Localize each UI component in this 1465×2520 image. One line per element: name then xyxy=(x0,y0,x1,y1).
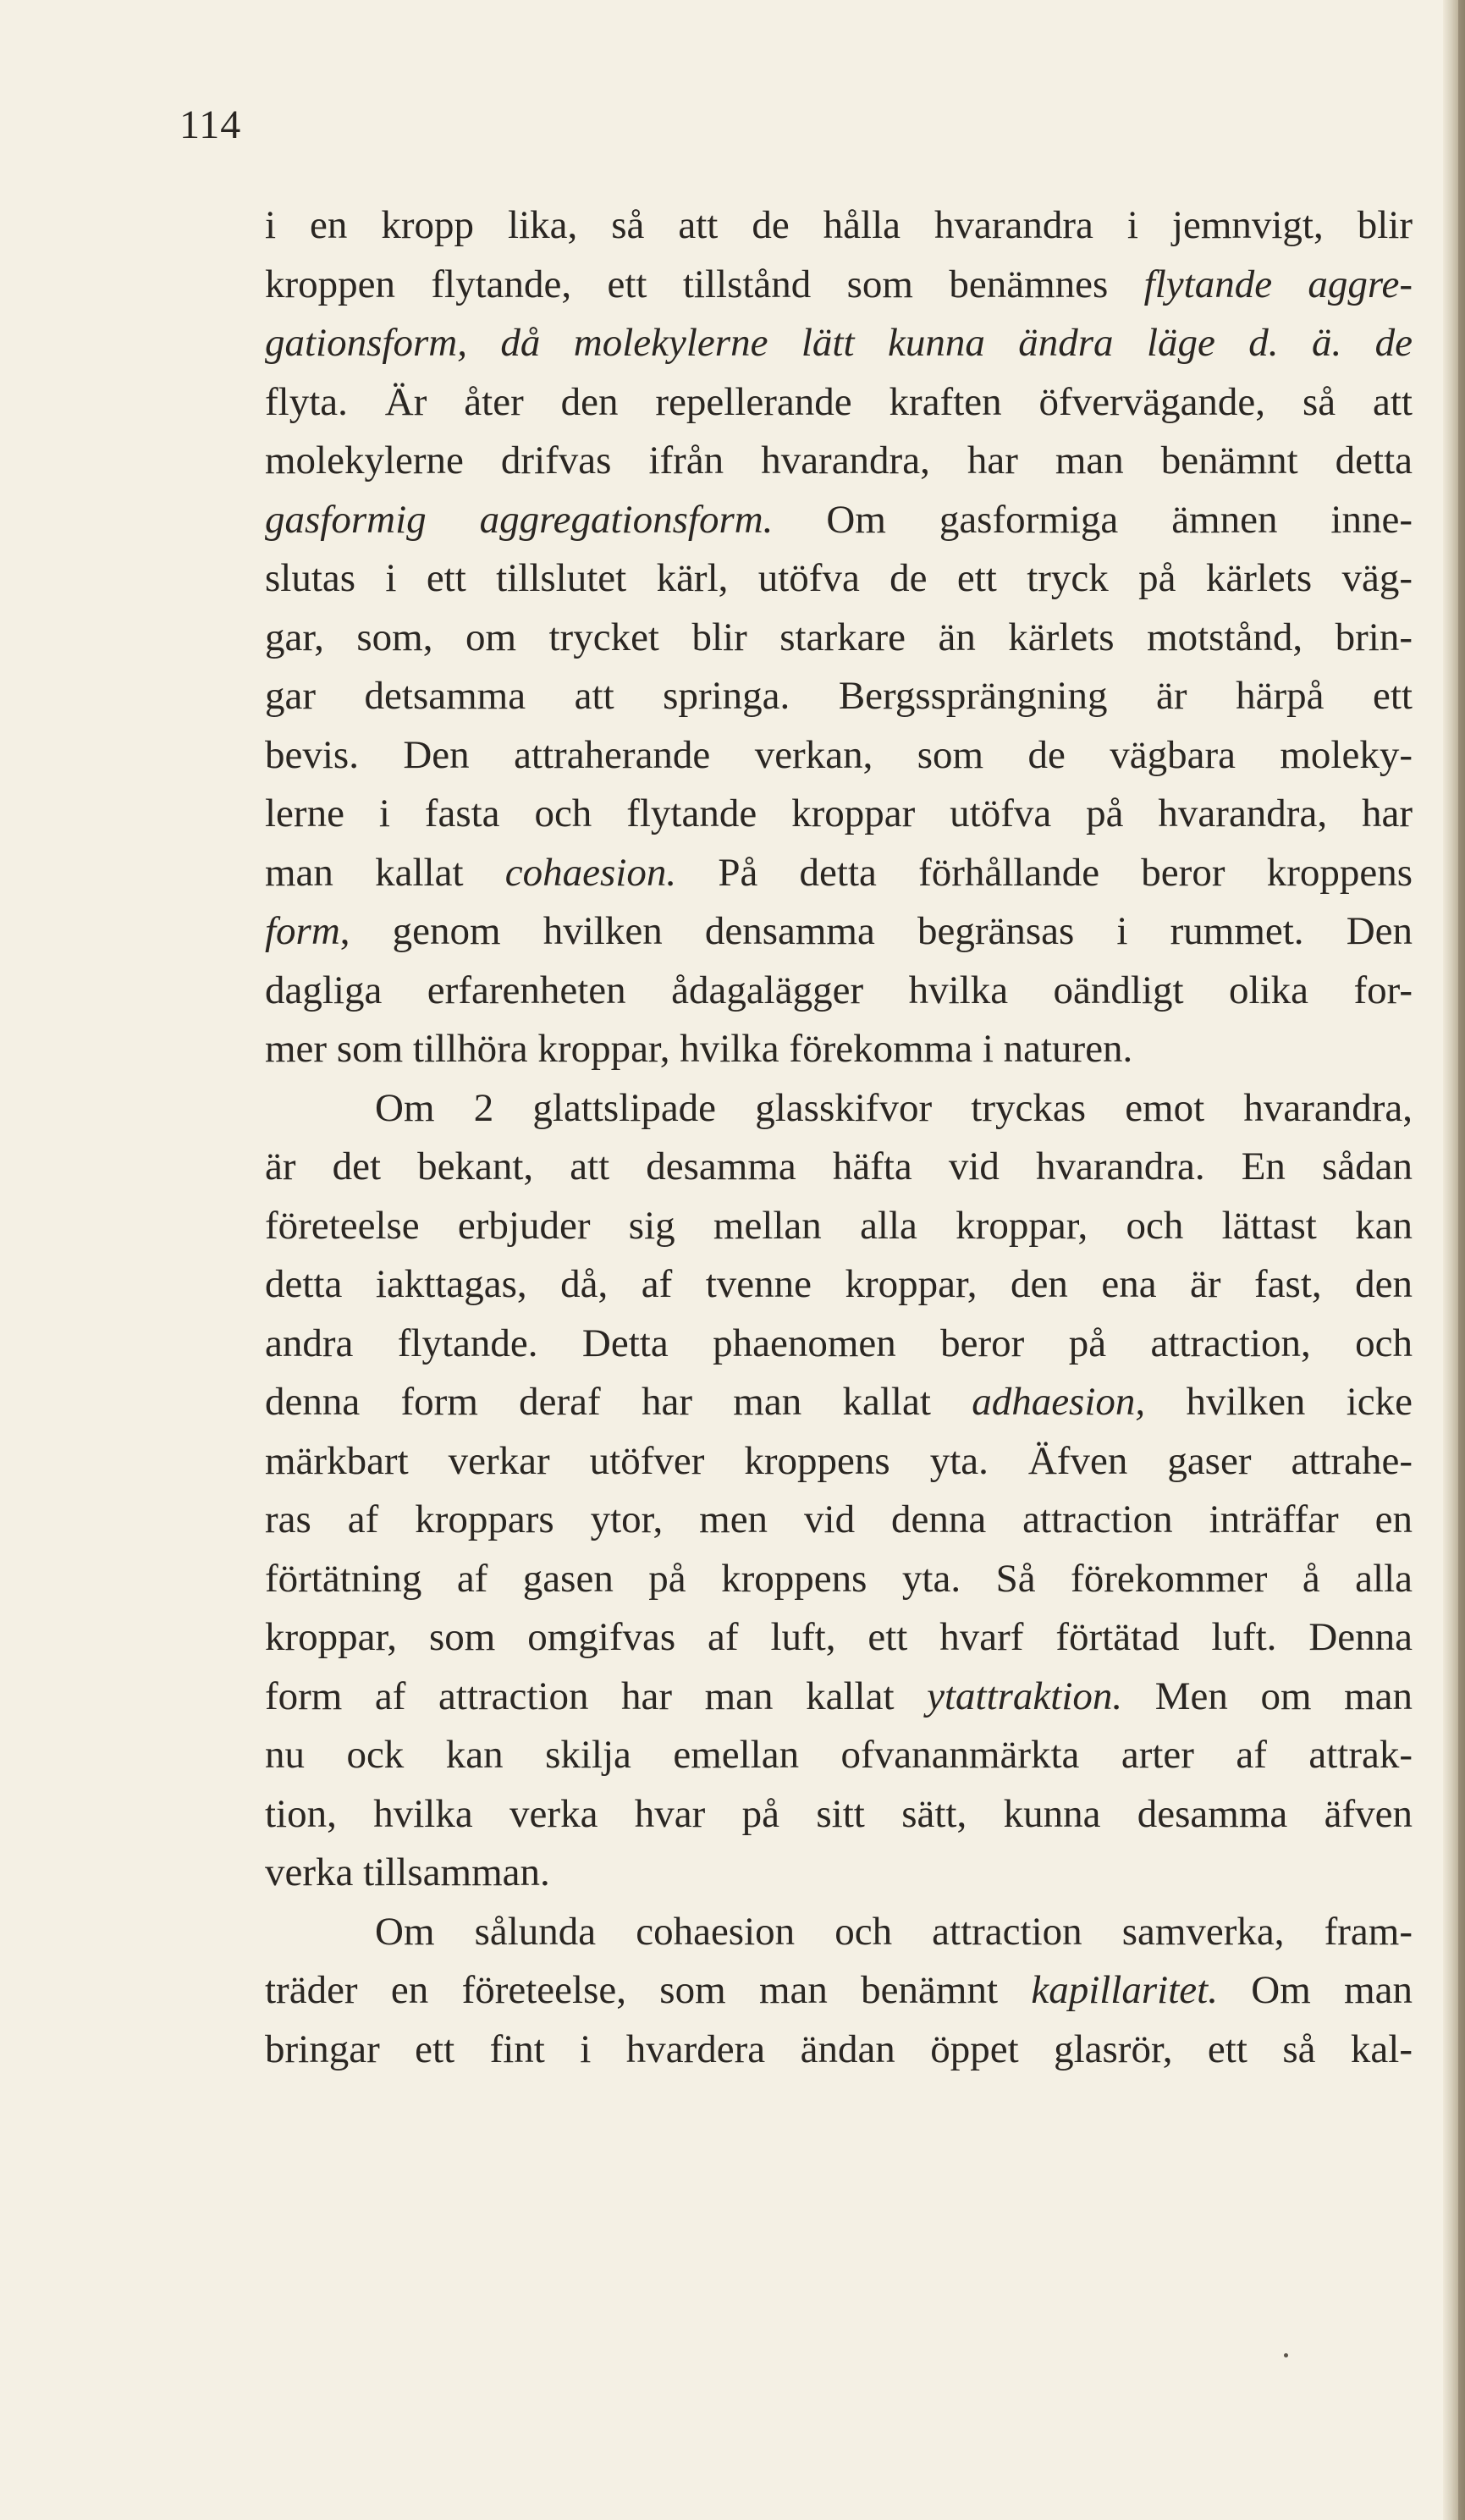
text-line-3 xyxy=(265,314,1413,373)
italic-term-adhaesion: adhaesion, xyxy=(972,1380,1146,1424)
text-line-20: andra flytande. Detta phaenomen beror på attraction, och xyxy=(265,1321,1413,1365)
text-line-9: gar detsamma att springa. Bergssprängning är härpå ett xyxy=(265,674,1413,718)
text-line-27: nu ock kan skilja emellan ofvananmärkta arter af attrak- xyxy=(265,1733,1413,1777)
text-line-15: mer som tillhöra kroppar, hvilka förekomma i naturen. xyxy=(265,1027,1133,1071)
text-line-1: i en kropp lika, så att de hålla hvarandra i jemnvigt, blir xyxy=(265,203,1413,247)
italic-term-ytattraktion: ytattraktion. xyxy=(927,1674,1123,1718)
text-line-31: träder en företeelse, som man benämnt kapillaritet. Om man xyxy=(265,1968,1413,2012)
text-line-30: Om sålunda cohaesion och attraction samverka, fram- xyxy=(375,1909,1413,1954)
text-line-16: Om 2 glattslipade glasskifvor tryckas emot hvarandra, xyxy=(375,1085,1413,1130)
text-line-7: slutas i ett tillslutet kärl, utöfva de ett tryck på kärlets väg- xyxy=(265,556,1413,600)
text-line-10: bevis. Den attraherande verkan, som de vägbara moleky- xyxy=(265,732,1413,777)
text-line-21: denna form deraf har man kallat adhaesion, hvilken icke xyxy=(265,1380,1413,1424)
text-line-12: man kallat cohaesion. På detta förhållande beror kroppens xyxy=(265,850,1413,895)
text-line-17: är det bekant, att desamma häfta vid hvarandra. En sådan xyxy=(265,1144,1413,1188)
italic-term-cohaesion: cohaesion. xyxy=(504,850,677,895)
text-line-29: verka tillsamman. xyxy=(265,1850,550,1894)
italic-term-gasformig: gasformig aggregationsform. xyxy=(265,497,774,542)
text-line-28: tion, hvilka verka hvar på sitt sätt, kunna desamma äfven xyxy=(265,1791,1413,1836)
italic-term-gationsform: gationsform, då molekylerne lätt kunna ändra läge d. ä. de xyxy=(265,321,1413,365)
text-line-23: ras af kroppars ytor, men vid denna attraction inträffar en xyxy=(265,1497,1413,1541)
text-line-11: lerne i fasta och flytande kroppar utöfva på hvarandra, har xyxy=(265,791,1413,835)
text-line-5: molekylerne drifvas ifrån hvarandra, har man benämnt detta xyxy=(265,438,1413,482)
text-line-2: kroppen flytande, ett tillstånd som benämnes flytande aggre- xyxy=(265,262,1413,306)
text-line-18: företeelse erbjuder sig mellan alla kroppar, och lättast kan xyxy=(265,1203,1413,1248)
italic-term-kapillaritet: kapillaritet. xyxy=(1031,1968,1218,2012)
text-line-24: förtätning af gasen på kroppens yta. Så förekommer å alla xyxy=(265,1556,1413,1601)
text-line-19: detta iakttagas, då, af tvenne kroppar, den ena är fast, den xyxy=(265,1262,1413,1306)
body-text xyxy=(265,196,1413,2079)
text-line-32: bringar ett fint i hvardera ändan öppet glasrör, ett så kal- xyxy=(265,2026,1413,2071)
text-line-14: dagliga erfarenheten ådagalägger hvilka oändligt olika for- xyxy=(265,968,1413,1012)
text-line-4: flyta. Är åter den repellerande kraften öfvervägande, så att xyxy=(265,379,1413,424)
page-number: 114 xyxy=(179,102,242,147)
page-edge-dark xyxy=(1458,0,1465,2520)
text-line-22: märkbart verkar utöfver kroppens yta. Äfven gaser attrahe- xyxy=(265,1438,1413,1483)
text-line-6: gasformig aggregationsform. Om gasformiga ämnen inne- xyxy=(265,497,1413,542)
text-line-8: gar, som, om trycket blir starkare än kärlets motstånd, brin- xyxy=(265,615,1413,659)
text-line-25: kroppar, som omgifvas af luft, ett hvarf förtätad luft. Denna xyxy=(265,1615,1413,1659)
text-line-26: form af attraction har man kallat ytattraktion. Men om man xyxy=(265,1674,1413,1718)
text-line-13: form, genom hvilken densamma begränsas i rummet. Den xyxy=(265,909,1413,953)
ink-speck xyxy=(1284,2353,1288,2357)
italic-term-flytande: flytande aggre- xyxy=(1143,262,1413,306)
italic-term-form: form xyxy=(265,909,340,953)
